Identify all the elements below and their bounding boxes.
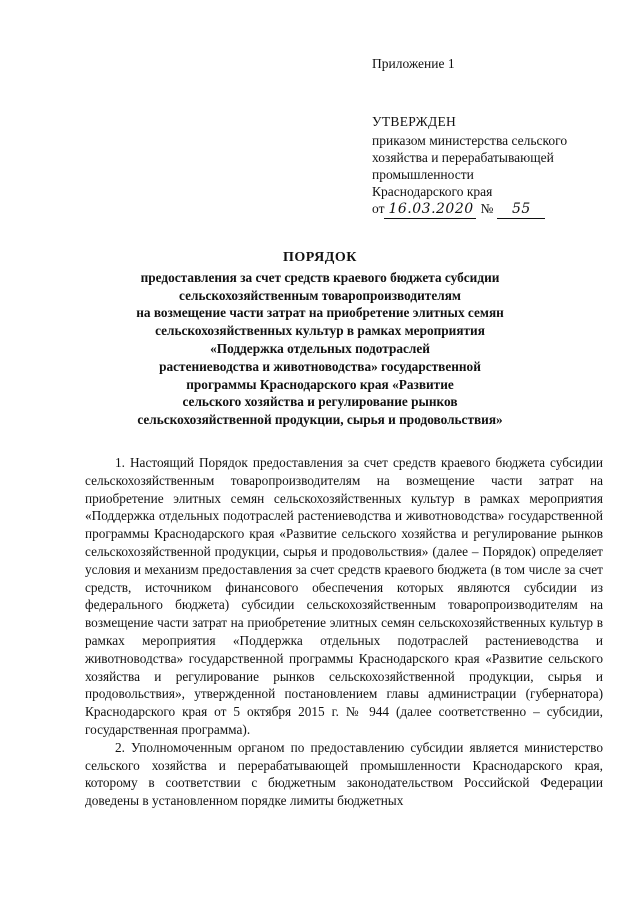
approval-block (372, 113, 612, 219)
title-line: программы Краснодарского края «Развитие (186, 376, 454, 392)
title-line: сельскохозяйственных культур в рамках мероприятия (155, 323, 485, 339)
paragraph-2: 2. Уполномоченным органом по предоставлению субсидии является министерство сельского хозяйства и перерабатывающей промышленности Краснодарского края, которому в соответствии с бюджетным законодательством Российской Федерации доведены в установленном порядке лимиты бюджетных (85, 739, 603, 809)
title-line: сельскохозяйственным товаропроизводителям (179, 287, 461, 303)
number-sign: № (480, 201, 494, 216)
approval-line: промышленности (372, 167, 474, 182)
order-date: 16.03.2020 (384, 201, 476, 219)
date-prefix: от (372, 201, 385, 216)
approval-line: приказом министерства сельского (372, 133, 568, 148)
title-line: на возмещение части затрат на приобретение элитных семян (136, 305, 504, 321)
title-line: растениеводства и животноводства» государственной (159, 358, 481, 374)
appendix-label: Приложение 1 (372, 56, 455, 71)
approval-line: Краснодарского края (372, 184, 493, 199)
order-date-number (372, 200, 612, 219)
title-line: предоставления за счет средств краевого бюджета субсидии (140, 269, 500, 285)
approval-heading: УТВЕРЖДЕН (372, 114, 457, 129)
title-line: сельского хозяйства и регулирование рынков (182, 394, 458, 410)
order-number: 55 (497, 201, 545, 219)
title-line: «Поддержка отдельных подотраслей (210, 340, 430, 356)
document-title (90, 249, 550, 429)
title-main: ПОРЯДОК (283, 250, 357, 265)
document-body (85, 454, 603, 810)
approval-line: хозяйства и перерабатывающей (372, 150, 554, 165)
title-line: сельскохозяйственной продукции, сырья и продовольствия» (137, 412, 503, 428)
paragraph-1: 1. Настоящий Порядок предоставления за счет средств краевого бюджета субсидии сельскохозяйственным товаропроизводителям на возмещение части затрат на приобретение элитных семян сельскохозяйственных культур в рамках мероприятия «Поддержка отдельных подотраслей растениеводства и животноводства» государственной программы Краснодарского края «Развитие сельского хозяйства и регулирование рынков сельскохозяйственной продукции, сырья и продовольствия» (далее – Порядок) определяет условия и механизм предоставления за счет средств краевого бюджета (в том числе за счет средств, источником финансового обеспечения которых являются субсидии из федерального бюджета) субсидии сельскохозяйственным товаропроизводителям на возмещение части затрат на приобретение элитных семян сельскохозяйственных культур в рамках мероприятия «Поддержка отдельных подотраслей растениеводства и животноводства» государственной программы Краснодарского края «Развитие сельского хозяйства и регулирование рынков сельскохозяйственной продукции, сырья и продовольствия», утвержденной постановлением главы администрации (губернатора) Краснодарского края от 5 октября 2015 г. № 944 (далее соответственно – субсидии, государственная программа). (85, 455, 603, 737)
